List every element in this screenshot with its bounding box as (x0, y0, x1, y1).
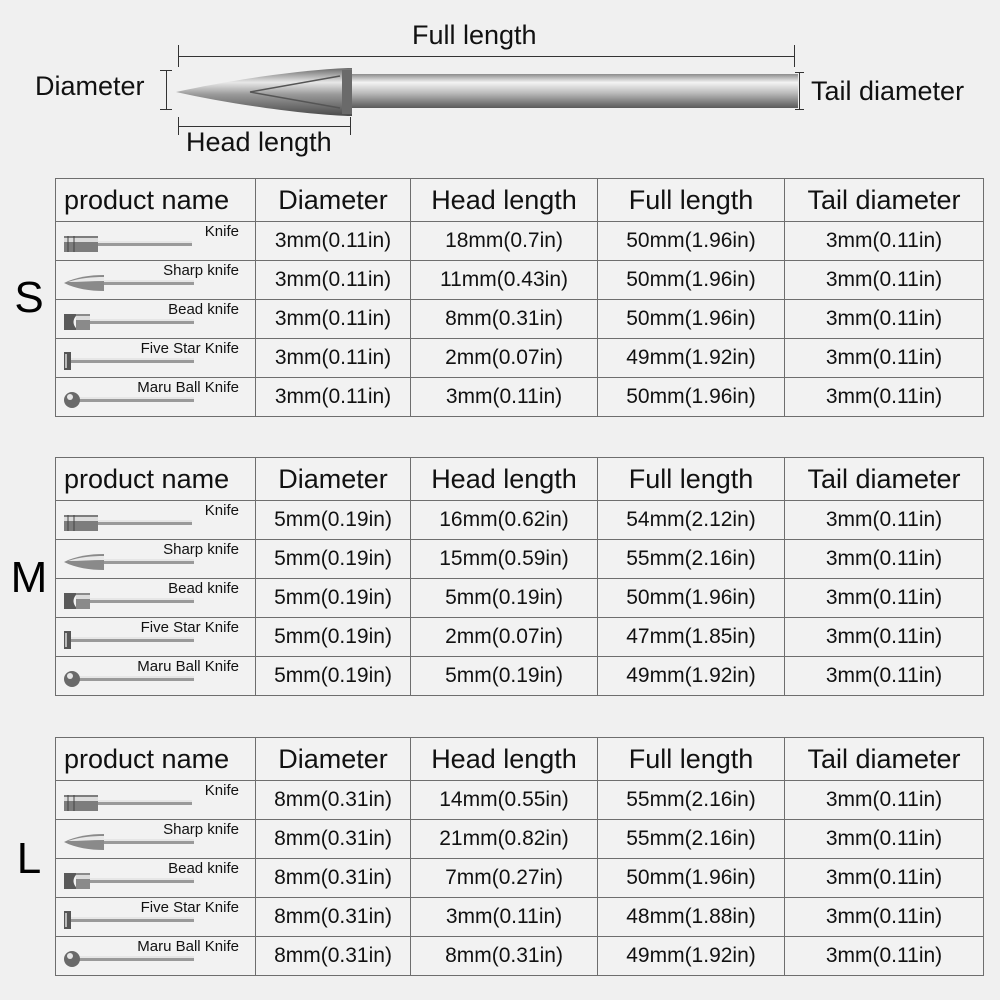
head-length-cell: 14mm(0.55in) (411, 781, 598, 820)
table-header-row (56, 458, 984, 501)
diameter-cell: 3mm(0.11in) (256, 300, 411, 339)
tail-diameter-cell: 3mm(0.11in) (785, 820, 984, 859)
tail-diameter-cell: 3mm(0.11in) (785, 501, 984, 540)
full-length-cell: 50mm(1.96in) (598, 222, 785, 261)
product-cell (56, 937, 256, 976)
tail-diameter-cell: 3mm(0.11in) (785, 937, 984, 976)
product-cell (56, 339, 256, 378)
tail-diameter-cell: 3mm(0.11in) (785, 898, 984, 937)
tail-diameter-cell: 3mm(0.11in) (785, 540, 984, 579)
head-length-label: Head length (186, 127, 332, 157)
table-row (56, 261, 984, 300)
full-length-cell: 49mm(1.92in) (598, 937, 785, 976)
table-row (56, 898, 984, 937)
table-row (56, 820, 984, 859)
diameter-cell: 3mm(0.11in) (256, 378, 411, 417)
diameter-cell: 5mm(0.19in) (256, 657, 411, 696)
size-label-m: M (10, 553, 48, 602)
full-length-cell: 50mm(1.96in) (598, 300, 785, 339)
diameter-cell: 5mm(0.19in) (256, 501, 411, 540)
head-length-cell: 7mm(0.27in) (411, 859, 598, 898)
flat-knife-bit-icon (62, 794, 194, 812)
table-row (56, 339, 984, 378)
head-length-cell: 11mm(0.43in) (411, 261, 598, 300)
diameter-bracket (166, 70, 167, 110)
header-tail-diameter: Tail diameter (785, 179, 984, 222)
table-row (56, 579, 984, 618)
header-diameter: Diameter (256, 179, 411, 222)
full-length-cell: 50mm(1.96in) (598, 859, 785, 898)
product-cell (56, 781, 256, 820)
tail-diameter-cell: 3mm(0.11in) (785, 781, 984, 820)
head-length-cell: 15mm(0.59in) (411, 540, 598, 579)
size-label-s: S (14, 273, 44, 322)
size-label-l: L (16, 834, 42, 883)
head-length-cell: 2mm(0.07in) (411, 618, 598, 657)
head-length-cell: 21mm(0.82in) (411, 820, 598, 859)
diameter-cell: 5mm(0.19in) (256, 579, 411, 618)
tail-diameter-cell: 3mm(0.11in) (785, 579, 984, 618)
head-length-cell: 18mm(0.7in) (411, 222, 598, 261)
tail-diameter-cell: 3mm(0.11in) (785, 339, 984, 378)
product-name: Maru Ball Knife (137, 379, 239, 396)
table-row (56, 222, 984, 261)
diameter-cell: 3mm(0.11in) (256, 339, 411, 378)
product-cell (56, 820, 256, 859)
product-name: Bead knife (168, 580, 239, 597)
header-full-length: Full length (598, 458, 785, 501)
tail-diameter-label: Tail diameter (811, 76, 965, 106)
spec-table-s (55, 178, 984, 417)
diameter-cell: 3mm(0.11in) (256, 261, 411, 300)
head-length-cell: 2mm(0.07in) (411, 339, 598, 378)
head-length-cell: 16mm(0.62in) (411, 501, 598, 540)
header-full-length: Full length (598, 738, 785, 781)
product-name: Sharp knife (163, 541, 239, 558)
header-full-length: Full length (598, 179, 785, 222)
product-cell (56, 859, 256, 898)
product-name: Five Star Knife (140, 899, 239, 916)
table-row (56, 781, 984, 820)
tail-diameter-cell: 3mm(0.11in) (785, 859, 984, 898)
full-length-label: Full length (412, 20, 537, 50)
header-diameter: Diameter (256, 458, 411, 501)
product-cell (56, 579, 256, 618)
product-cell (56, 300, 256, 339)
spec-table-l (55, 737, 984, 976)
full-length-cell: 55mm(2.16in) (598, 781, 785, 820)
diameter-cell: 5mm(0.19in) (256, 540, 411, 579)
product-name: Maru Ball Knife (137, 938, 239, 955)
full-length-cell: 49mm(1.92in) (598, 657, 785, 696)
tail-diameter-cell: 3mm(0.11in) (785, 378, 984, 417)
product-name: Maru Ball Knife (137, 658, 239, 675)
product-cell (56, 378, 256, 417)
diameter-cell: 8mm(0.31in) (256, 781, 411, 820)
table-header-row (56, 738, 984, 781)
tail-diameter-cell: 3mm(0.11in) (785, 261, 984, 300)
header-diameter: Diameter (256, 738, 411, 781)
full-length-cell: 54mm(2.12in) (598, 501, 785, 540)
product-cell (56, 222, 256, 261)
table-row (56, 300, 984, 339)
tail-diameter-cell: 3mm(0.11in) (785, 222, 984, 261)
table-row (56, 540, 984, 579)
table-row (56, 937, 984, 976)
diameter-cell: 3mm(0.11in) (256, 222, 411, 261)
table-row (56, 859, 984, 898)
product-cell (56, 540, 256, 579)
product-cell (56, 657, 256, 696)
diameter-cell: 8mm(0.31in) (256, 820, 411, 859)
diameter-cell: 8mm(0.31in) (256, 898, 411, 937)
product-name: Five Star Knife (140, 340, 239, 357)
product-name: Knife (204, 502, 239, 519)
header-head-length: Head length (411, 179, 598, 222)
full-length-line (178, 56, 795, 57)
product-name: Knife (204, 782, 239, 799)
flat-knife-bit-icon (62, 235, 194, 253)
diameter-cell: 5mm(0.19in) (256, 618, 411, 657)
tail-diameter-cell: 3mm(0.11in) (785, 618, 984, 657)
table-header-row (56, 179, 984, 222)
product-name: Sharp knife (163, 821, 239, 838)
spec-table-m (55, 457, 984, 696)
product-cell (56, 898, 256, 937)
table-row (56, 657, 984, 696)
head-length-cell: 8mm(0.31in) (411, 300, 598, 339)
flat-knife-bit-icon (62, 514, 194, 532)
product-name: Bead knife (168, 860, 239, 877)
table-row (56, 378, 984, 417)
product-cell (56, 618, 256, 657)
header-head-length: Head length (411, 738, 598, 781)
diameter-cell: 8mm(0.31in) (256, 859, 411, 898)
header-tail-diameter: Tail diameter (785, 738, 984, 781)
diameter-cell: 8mm(0.31in) (256, 937, 411, 976)
full-length-cell: 50mm(1.96in) (598, 378, 785, 417)
product-name: Knife (204, 223, 239, 240)
head-length-cell: 3mm(0.11in) (411, 378, 598, 417)
header-product-name: product name (56, 458, 256, 501)
header-product-name: product name (56, 179, 256, 222)
tail-diameter-cell: 3mm(0.11in) (785, 657, 984, 696)
full-length-cell: 55mm(2.16in) (598, 820, 785, 859)
full-length-cell: 55mm(2.16in) (598, 540, 785, 579)
full-length-cell: 48mm(1.88in) (598, 898, 785, 937)
product-name: Sharp knife (163, 262, 239, 279)
head-length-cell: 5mm(0.19in) (411, 579, 598, 618)
header-tail-diameter: Tail diameter (785, 458, 984, 501)
table-row (56, 618, 984, 657)
product-cell (56, 501, 256, 540)
head-length-cell: 3mm(0.11in) (411, 898, 598, 937)
full-length-cell: 50mm(1.96in) (598, 579, 785, 618)
product-cell (56, 261, 256, 300)
table-row (56, 501, 984, 540)
product-name: Five Star Knife (140, 619, 239, 636)
head-length-cell: 8mm(0.31in) (411, 937, 598, 976)
product-name: Bead knife (168, 301, 239, 318)
diameter-label: Diameter (35, 71, 145, 101)
full-length-cell: 47mm(1.85in) (598, 618, 785, 657)
full-length-cell: 50mm(1.96in) (598, 261, 785, 300)
header-product-name: product name (56, 738, 256, 781)
tail-diameter-cell: 3mm(0.11in) (785, 300, 984, 339)
header-head-length: Head length (411, 458, 598, 501)
sharp-knife-bit-illustration (170, 62, 800, 122)
head-length-cell: 5mm(0.19in) (411, 657, 598, 696)
full-length-cell: 49mm(1.92in) (598, 339, 785, 378)
